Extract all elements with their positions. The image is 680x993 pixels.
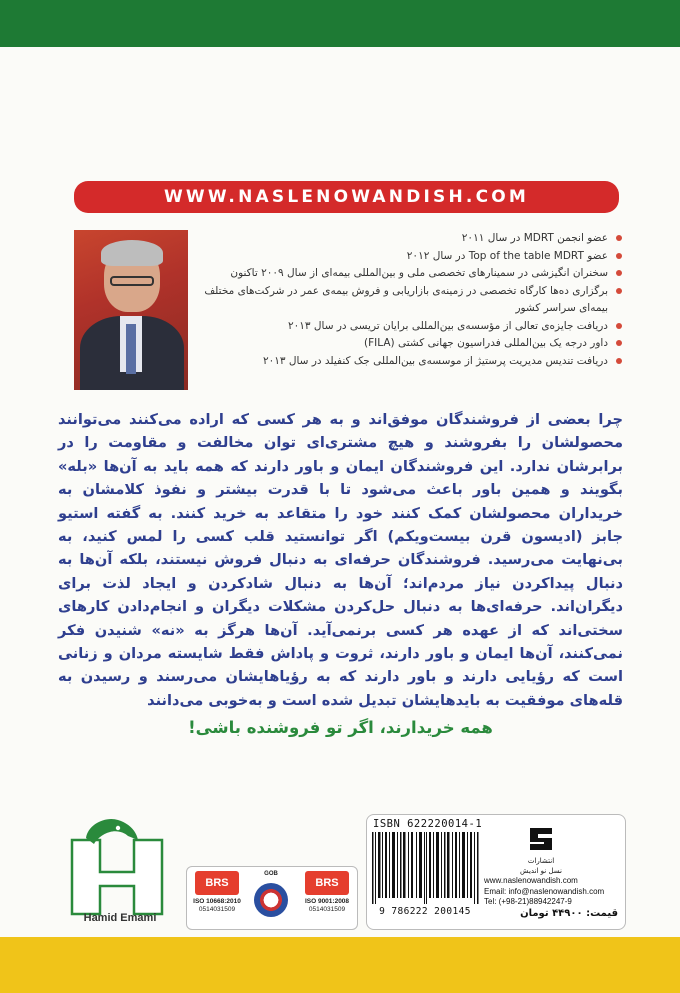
bullet-icon — [616, 253, 622, 259]
bullet-icon — [616, 358, 622, 364]
barcode-icon — [370, 832, 480, 904]
price-label: قیمت: ۴۴۹۰۰ تومان — [520, 908, 618, 919]
barcode-number: 9 786222 200145 — [379, 906, 471, 917]
brs-badge: BRS — [305, 871, 349, 895]
bullet-icon — [616, 235, 622, 241]
website-banner: WWW.NASLENOWANDISH.COM — [74, 181, 619, 213]
certificate-right: BRS ISO 9001:2008 0514031509 — [301, 867, 353, 929]
author-photo — [74, 230, 188, 390]
bullet-icon — [616, 288, 622, 294]
gob-label: GOB — [264, 871, 278, 877]
blurb-text: چرا بعضی از فروشندگان موفق‌اند و به هر کسی که اراده می‌کنند می‌توانند محصولشان را بفروشند و هیچ مشتری‌ای توان مخالفت و مقاومت را در برابرشان ندارد. این فروشندگان ایمان و باور دارند که همه باید به آن‌ها «بله» بگویند و همین باور باعث می‌شود تا با قدرت بیشتر و نفوذ کلامشان به خریداران محصولشان کمک کنند خود را متقاعد به خرید کنند. به گفته استیو جابز (ادیسون قرن بیست‌ویکم) اگر توانستید قلب کسی را لمس کنید، به بی‌نهایت می‌رسید. فروشندگان حرفه‌ای به دنبال فروش نیستند، بلکه آن‌ها به دنبال پیداکردن نیاز مردم‌اند؛ آن‌ها به دنبال شادکردن و ایجاد لذت برای دیگران‌اند. حرفه‌ای‌ها به دنبال حل‌کردن مشکلات دیگران و انجام‌دادن کارهای سختی‌اند که از عهده هر کسی برنمی‌آید. آن‌ها هرگز به «نه» شنیدن فکر نمی‌کنند، آن‌ها ایمان و باور دارند، ثروت و پاداش فقط شایسته مردان و زنانی است که رؤیایی دارند و باور دارند که به رؤیاهایشان می‌رسند و رسیدن به قله‌های موفقیت به بایدهایشان تبدیل شده است و به‌خوبی می‌دانند — [58, 411, 623, 709]
bio-item: عضو انجمن MDRT در سال ۲۰۱۱ — [196, 230, 622, 248]
bottom-yellow-band — [0, 937, 680, 993]
isbn-label: ISBN 622220014-1 — [373, 818, 483, 830]
hamid-emami-logo-icon — [66, 814, 168, 928]
bullet-icon — [616, 270, 622, 276]
bio-item: دریافت تندیس مدیریت پرستیژ از موسسه‌ی بین‌المللی جک کنفیلد در سال ۲۰۱۳ — [196, 353, 622, 371]
certificates-box — [186, 866, 358, 930]
brs-badge: BRS — [195, 871, 239, 895]
author-bio-list — [196, 230, 622, 370]
slogan: همه خریدارند، اگر تو فروشنده باشی! — [188, 718, 493, 737]
seal-icon — [254, 883, 288, 917]
publisher-contact: www.naslenowandish.com Email: info@naslenowandish.com Tel: (+98-21)88942247-9 — [484, 876, 618, 908]
author-logo-text: Hamid Emami — [83, 912, 157, 924]
bio-item: عضو Top of the table MDRT در سال ۲۰۱۲ — [196, 248, 622, 266]
publisher-logo-icon — [526, 824, 556, 854]
bullet-icon — [616, 323, 622, 329]
certificate-left: BRS ISO 10668:2010 0514031509 — [191, 867, 243, 929]
bio-item: داور درجه یک بین‌المللی فدراسیون جهانی کشتی (FILA) — [196, 335, 622, 353]
publisher-website-link[interactable]: www.naslenowandish.com — [484, 876, 578, 885]
bullet-icon — [616, 340, 622, 346]
top-green-band — [0, 0, 680, 47]
publisher-name: انتشارات نسل نو اندیش — [520, 857, 562, 875]
bio-item: دریافت جایزه‌ی تعالی از مؤسسه‌ی بین‌المللی برایان تریسی در سال ۲۰۱۳ — [196, 318, 622, 336]
bio-item: برگزاری ده‌ها کارگاه تخصصی در زمینه‌ی بازاریابی و فروش بیمه‌ی عمر در شرکت‌های مختلف بیمه‌ای سراسر کشور — [196, 283, 622, 318]
bio-item: سخنران انگیزشی در سمینارهای تخصصی ملی و بین‌المللی بیمه‌ای از سال ۲۰۰۹ تاکنون — [196, 265, 622, 283]
